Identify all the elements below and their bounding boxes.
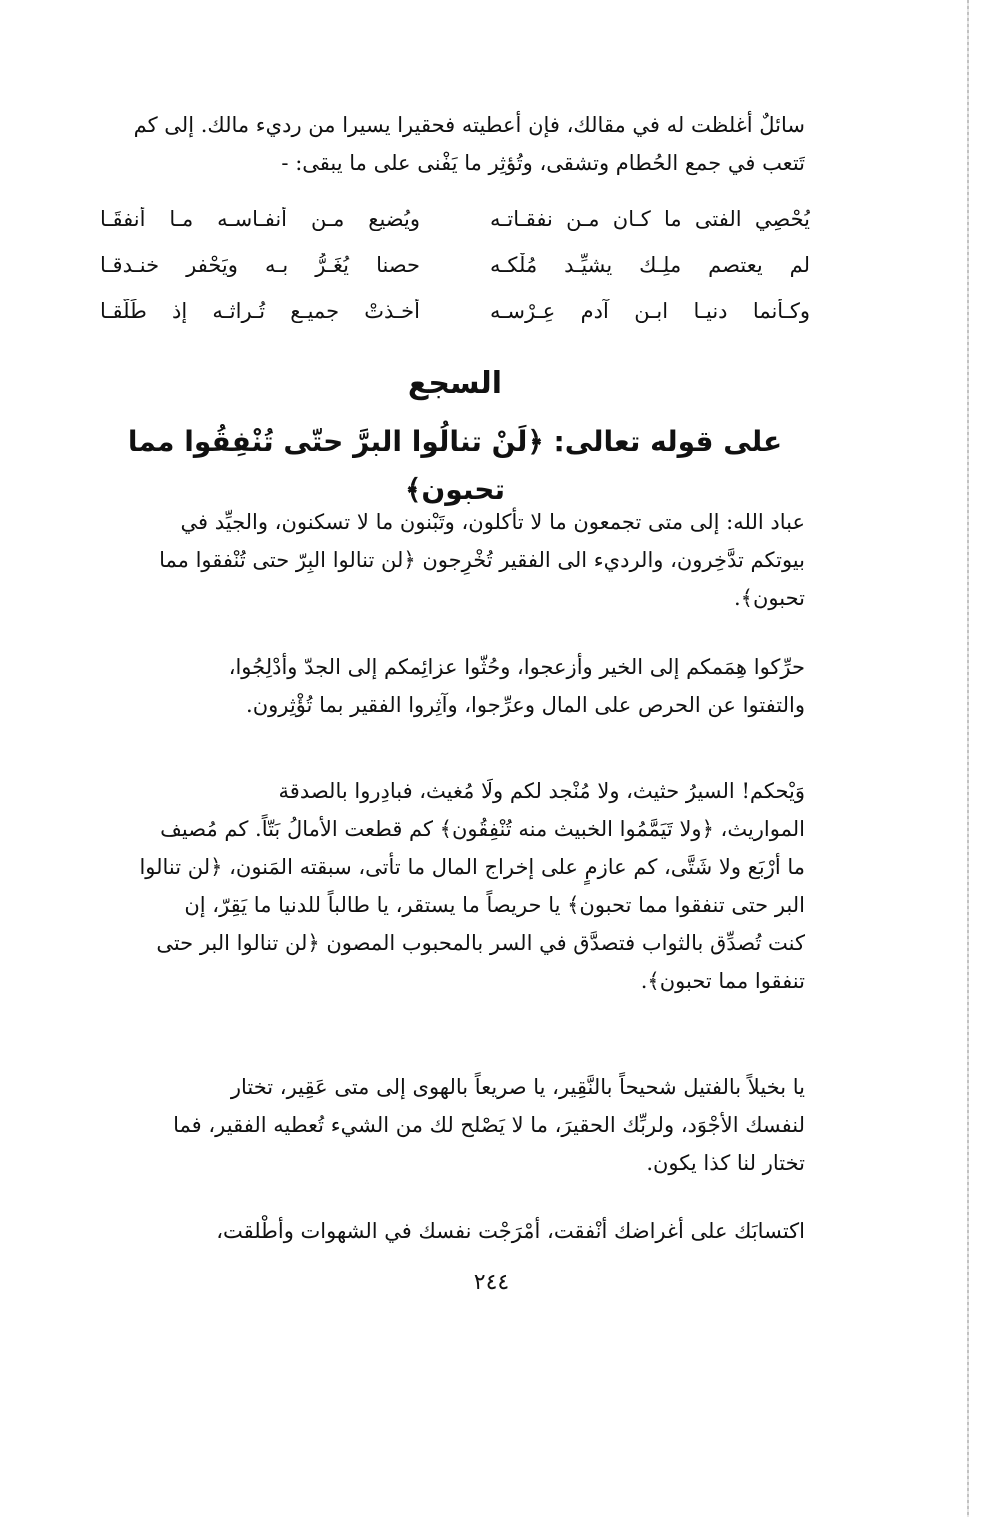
poem-verse bbox=[100, 196, 810, 242]
paragraph-3 bbox=[105, 772, 805, 1000]
poem-first-hemistich: لم يعتصم ملِـك يشيِّـد مُلْكـه bbox=[490, 253, 810, 277]
text-line: المواريث، ﴿ولا تَيَمَّمُوا الخبيث منه تُنْفِقُون﴾ كم قطعت الأمالُ بَتّاً. كم مُصيف bbox=[160, 817, 805, 841]
section-subtitle: على قوله تعالى: ﴿لَنْ تنالُوا البرَّ حتّى تُنْفِقُوا مما تحبون﴾ bbox=[127, 425, 783, 506]
text-line: حرِّكوا هِمَمكم إلى الخير وأزعجوا، وحُثّوا عزائِمكم إلى الجدّ وأدْلِجُوا، bbox=[228, 655, 805, 679]
poem-verse bbox=[100, 288, 810, 334]
poem bbox=[100, 196, 810, 334]
poem-first-hemistich: يُحْصِي الفتى ما كـان مـن نفقـاتـه bbox=[490, 207, 810, 231]
text-line: تنفقوا مما تحبون﴾. bbox=[640, 969, 805, 993]
text-line: سائلٌ أغلظت له في مقالك، فإن أعطيته فحقيرا يسيرا من رديء مالك. إلى كم bbox=[133, 113, 805, 137]
text-line: بيوتكم تدَّخِرون، والرديء الى الفقير تُخْرِجون ﴿لن تنالوا البِرّ حتى تُنْفقوا مما bbox=[159, 548, 805, 572]
intro-paragraph bbox=[105, 106, 805, 182]
page-number: ٢٤٤ bbox=[473, 1270, 510, 1295]
text-line: كنت تُصدِّق بالثواب فتصدَّق في السر بالمحبوب المصون ﴿لن تنالوا البر حتى bbox=[156, 931, 805, 955]
poem-second-hemistich: أخـذتْ جميـع تُـراثـه إذ طَلَّقـا bbox=[100, 299, 420, 323]
section-title: السجع bbox=[407, 366, 503, 401]
paragraph-2 bbox=[105, 648, 805, 724]
paragraph-1 bbox=[105, 503, 805, 617]
text-line: عباد الله: إلى متى تجمعون ما لا تأكلون، وتَبْنون ما لا تسكنون، والجيِّد في bbox=[180, 510, 805, 534]
text-line: تَتعب في جمع الحُطام وتشقى، وتُؤثِر ما يَفْنى على ما يبقى: - bbox=[281, 151, 805, 175]
text-line: وَيْحكم! السيرُ حثيث، ولا مُنْجد لكم ولَا مُغيث، فبادِروا بالصدقة bbox=[278, 779, 805, 803]
paragraph-5 bbox=[105, 1212, 805, 1250]
text-line: تحبون﴾. bbox=[734, 586, 805, 610]
text-line: البر حتى تنفقوا مما تحبون﴾ يا حريصاً ما يستقر، يا طالباً للدنيا ما يَقِرّ، إن bbox=[184, 893, 805, 917]
text-line: اكتسابَك على أغراضك أنْفقت، أمْرَجْت نفسك في الشهوات وأطْلقت، bbox=[216, 1219, 805, 1243]
paragraph-4 bbox=[105, 1068, 805, 1182]
text-line: يا بخيلاً بالفتيل شحيحاً بالنَّقِير، يا صريعاً بالهوى إلى متى عَقِير، تختار bbox=[230, 1075, 805, 1099]
poem-first-hemistich: وكـأنما دنيـا ابـن آدم عِـرْسـه bbox=[490, 299, 810, 323]
poem-second-hemistich: حصنا يُغَـرُّ بـه ويَحْفر خنـدقـا bbox=[100, 253, 420, 277]
text-line: والتفتوا عن الحرص على المال وعرِّجوا، وآثِروا الفقير بما تُؤْثِرون. bbox=[246, 693, 805, 717]
text-line: ما أرْبَع ولا شَتَّى، كم عازمٍ على إخراج المال ما تأتى، سبقته المَنون، ﴿لن تنالوا bbox=[139, 855, 805, 879]
poem-second-hemistich: ويُضيع مـن أنفـاسـه مـا أنفقَـا bbox=[100, 207, 420, 231]
text-line: تختار لنا كذا يكون. bbox=[646, 1151, 805, 1175]
text-line: لنفسك الأجْوَد، ولربِّك الحقيرَ، ما لا يَصْلح لك من الشيء تُعطيه الفقير، فما bbox=[173, 1113, 805, 1137]
poem-verse bbox=[100, 242, 810, 288]
